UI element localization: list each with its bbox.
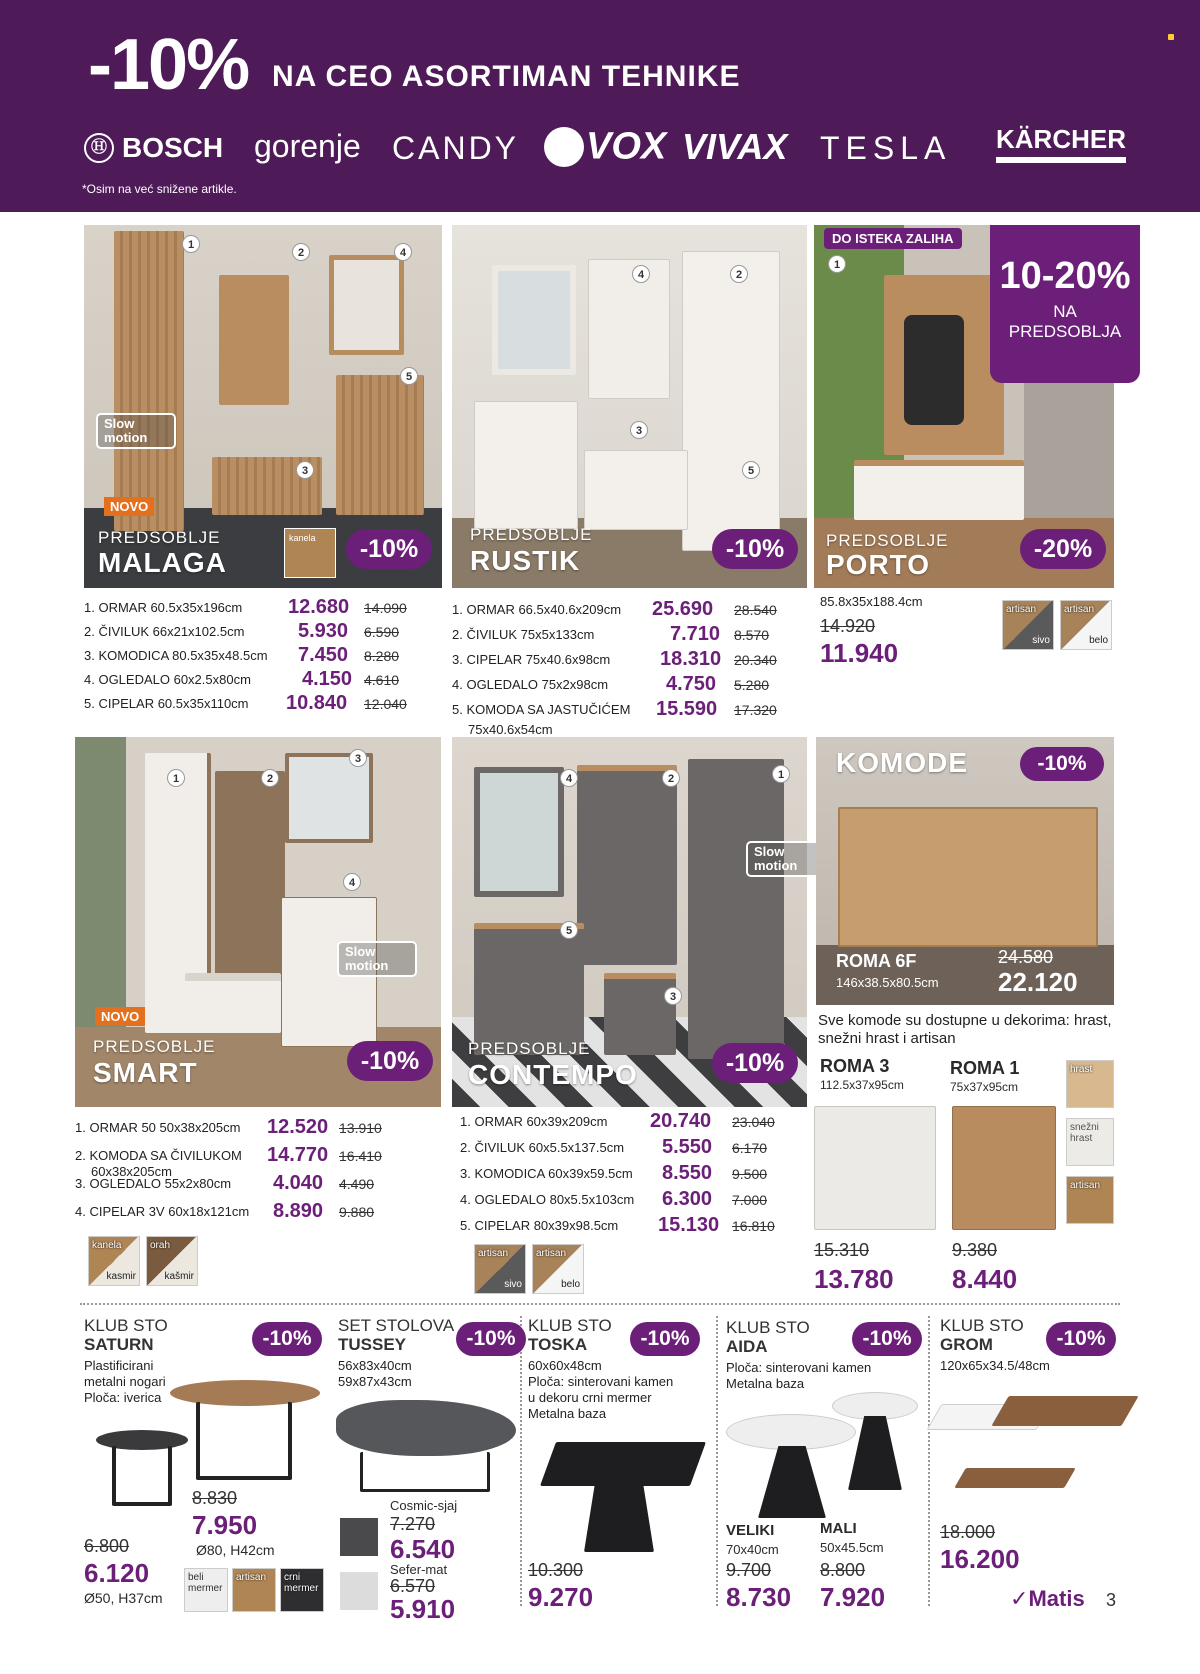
porto-old-price: 14.920 bbox=[820, 616, 876, 636]
novo-badge: NOVO bbox=[104, 497, 154, 516]
candy-logo: CANDY bbox=[392, 130, 520, 166]
contempo-caption-big: CONTEMPO bbox=[468, 1059, 638, 1090]
sefer-mat-swatch bbox=[340, 1572, 378, 1610]
saturn-big-price: 7.950 bbox=[192, 1510, 258, 1540]
aida-big-old-price: 9.700 bbox=[726, 1560, 772, 1580]
tussey-v2-price: 5.910 bbox=[390, 1594, 456, 1624]
roma-1-price: 8.440 bbox=[952, 1264, 1018, 1294]
saturn-small-old-price: 6.800 bbox=[84, 1536, 130, 1556]
tussey-variant-2: Sefer-mat bbox=[390, 1562, 448, 1577]
page-number: 3 bbox=[1106, 1590, 1117, 1610]
beli-mermer-swatch: beli mermer bbox=[184, 1568, 228, 1612]
tussey-discount-badge: -10% bbox=[456, 1322, 526, 1356]
bench-image bbox=[604, 973, 676, 1055]
toska-old-price: 10.300 bbox=[528, 1560, 584, 1580]
coat-rack-image bbox=[215, 771, 285, 991]
snezni-hrast-swatch: snežni hrast bbox=[1066, 1118, 1114, 1166]
wardrobe-image bbox=[688, 759, 784, 1059]
toska-description: 60x60x48cm Ploča: sinterovani kamen u dekoru crni mermer Metalna baza bbox=[528, 1358, 674, 1421]
contempo-discount-badge: -10% bbox=[712, 1043, 798, 1083]
rustik-extra-dims: 75x40.6x54cm bbox=[468, 722, 553, 737]
coat-rack-image bbox=[588, 259, 670, 399]
grom-price: 16.200 bbox=[940, 1544, 1020, 1574]
contempo-caption-small: PREDSOBLJE bbox=[468, 1039, 591, 1058]
roma-3-price: 13.780 bbox=[814, 1264, 894, 1294]
porto-promo-box: 10-20% NA PREDSOBLJA bbox=[990, 225, 1140, 383]
bench-image bbox=[584, 450, 688, 530]
rustik-caption-big: RUSTIK bbox=[470, 545, 581, 576]
header-title: NA CEO ASORTIMAN TEHNIKE bbox=[272, 60, 741, 93]
gorenje-logo: gorenje bbox=[254, 128, 361, 164]
header-footnote: *Osim na već snižene artikle. bbox=[82, 182, 237, 196]
smart-discount-badge: -10% bbox=[347, 1041, 433, 1081]
bench-image bbox=[185, 973, 281, 1033]
section-divider bbox=[80, 1303, 1120, 1305]
porto-dims: 85.8x35x188.4cm bbox=[820, 594, 923, 609]
orah-kasmir-swatch: orah kašmir bbox=[146, 1236, 198, 1286]
coat-rack-image bbox=[219, 275, 289, 405]
saturn-small-price: 6.120 bbox=[84, 1558, 150, 1588]
porto-price: 11.940 bbox=[820, 638, 899, 668]
toska-table-image bbox=[540, 1442, 706, 1486]
grom-title: KLUB STO GROM bbox=[940, 1316, 1024, 1354]
saturn-big-dims: Ø80, H42cm bbox=[196, 1542, 275, 1558]
corner-mark-icon bbox=[1168, 34, 1174, 40]
roma-1-image bbox=[952, 1106, 1056, 1230]
bosch-logo: Ⓗ BOSCH bbox=[84, 132, 223, 164]
tussey-v2-old-price: 6.570 bbox=[390, 1576, 436, 1596]
saturn-description: Plastificirani metalni nogari Ploča: iverica bbox=[84, 1358, 166, 1405]
smart-caption-big: SMART bbox=[93, 1057, 198, 1088]
artisan-belo-swatch: artisan belo bbox=[532, 1244, 584, 1294]
mirror-image bbox=[492, 265, 576, 375]
slow-motion-badge: Slow motion bbox=[96, 413, 176, 449]
column-divider bbox=[928, 1316, 930, 1606]
roma-1-old-price: 9.380 bbox=[952, 1240, 998, 1260]
komode-discount-badge: -10% bbox=[1020, 747, 1104, 781]
aida-title: KLUB STO AIDA bbox=[726, 1318, 810, 1356]
malaga-price-list: 1. ORMAR 60.5x35x196cm 12.680 14.090 2. ČIVILUK 66x21x102.5cm 5.930 6.590 3. KOMODICA 80.5x35x48.5cm 7.450 8.280 4. OGLEDALO 60x2.5x80cm 4.150 4.610 5. CIPELAR 60.5x35x110cm 10.840 12.040 bbox=[84, 596, 407, 714]
rustik-caption-small: PREDSOBLJE bbox=[470, 525, 593, 544]
kanela-swatch: kanela bbox=[284, 528, 336, 578]
roma-3-name: ROMA 3 bbox=[820, 1056, 890, 1076]
aida-discount-badge: -10% bbox=[852, 1322, 922, 1356]
aida-small-table-image bbox=[832, 1392, 918, 1420]
tussey-variant-1: Cosmic-sjaj bbox=[390, 1498, 458, 1513]
header-percent: -10% bbox=[88, 25, 249, 105]
artisan-swatch: artisan bbox=[232, 1568, 276, 1612]
saturn-small-dims: Ø50, H37cm bbox=[84, 1590, 163, 1606]
contempo-price-list: 1. ORMAR 60x39x209cm 20.740 23.040 2. ČIVILUK 60x5.5x137.5cm 5.550 6.170 3. KOMODICA 60x39x59.5cm 8.550 9.500 4. OGLEDALO 80x5.5x103cm 6.300 7.000 5. CIPELAR 80x39x98.5cm 15.130 16.810 bbox=[460, 1110, 775, 1236]
tussey-v1-old-price: 7.270 bbox=[390, 1514, 436, 1534]
cabinet-image bbox=[474, 401, 578, 529]
tesla-logo: TESLA bbox=[820, 130, 952, 166]
roma-1-name: ROMA 1 bbox=[950, 1058, 1020, 1078]
aida-big-table-image bbox=[726, 1414, 856, 1450]
contempo-photo: 4 2 1 5 3 Slow motion PREDSOBLJE CONTEMPO -10% bbox=[452, 737, 807, 1107]
saturn-big-old-price: 8.830 bbox=[192, 1488, 238, 1508]
artisan-belo-swatch: artisan belo bbox=[1060, 600, 1112, 650]
tussey-description: 56x83x40cm 59x87x43cm bbox=[338, 1358, 412, 1389]
coat-rack-image bbox=[577, 765, 677, 965]
artisan-swatch: artisan bbox=[1066, 1176, 1114, 1224]
karcher-logo: KÄRCHER bbox=[996, 124, 1126, 163]
grom-discount-badge: -10% bbox=[1046, 1322, 1116, 1356]
malaga-discount-badge: -10% bbox=[346, 529, 432, 569]
porto-caption-small: PREDSOBLJE bbox=[826, 531, 949, 550]
wardrobe-image bbox=[114, 231, 184, 531]
shoe-bench-image bbox=[854, 460, 1024, 520]
porto-caption-big: PORTO bbox=[826, 549, 931, 580]
smart-price-list: 1. ORMAR 50 50x38x205cm 12.520 13.910 2. KOMODA SA ČIVILUKOM 14.770 16.410 60x38x205cm 3. OGLEDALO 55x2x80cm 4.040 4.490 4. CIPELAR 3V 60x18x121cm 8.890 9.880 bbox=[75, 1116, 382, 1222]
jacket-image bbox=[904, 315, 964, 425]
saturn-discount-badge: -10% bbox=[252, 1322, 322, 1356]
porto-price-block bbox=[820, 594, 1100, 674]
aida-small-price: 7.920 bbox=[820, 1582, 886, 1612]
matis-logo: ✓Matis bbox=[1010, 1586, 1085, 1611]
kanela-kasmir-swatch: kanela kasmir bbox=[88, 1236, 140, 1286]
aida-small-old-price: 8.800 bbox=[820, 1560, 866, 1580]
mirror-image bbox=[329, 255, 404, 355]
aida-small-name: MALI bbox=[820, 1520, 857, 1537]
malaga-caption-big: MALAGA bbox=[98, 547, 227, 578]
stock-badge: DO ISTEKA ZALIHA bbox=[824, 228, 962, 249]
toska-title: KLUB STO TOSKA bbox=[528, 1316, 612, 1354]
aida-small-dims: 50x45.5cm bbox=[820, 1540, 884, 1555]
crni-mermer-swatch: crni mermer bbox=[280, 1568, 324, 1612]
roma-3-dims: 112.5x37x95cm bbox=[820, 1078, 904, 1092]
novo-badge: NOVO bbox=[95, 1007, 145, 1026]
wardrobe-image bbox=[682, 251, 780, 551]
tussey-v1-price: 6.540 bbox=[390, 1534, 456, 1564]
artisan-sivo-swatch: artisan sivo bbox=[474, 1244, 526, 1294]
smart-caption-small: PREDSOBLJE bbox=[93, 1037, 216, 1056]
roma-3-image bbox=[814, 1106, 936, 1230]
saturn-title: KLUB STO SATURN bbox=[84, 1316, 168, 1354]
roma-6f-name: ROMA 6F bbox=[836, 951, 917, 971]
roma-1-dims: 75x37x95cm bbox=[950, 1080, 1019, 1094]
komode-photo bbox=[816, 737, 1114, 1005]
komode-decor-note: Sve komode su dostupne u dekorima: hrast, snežni hrast i artisan bbox=[818, 1012, 1112, 1047]
roma-6f-old-price: 24.580 bbox=[998, 947, 1054, 967]
aida-big-dims: 70x40cm bbox=[726, 1542, 779, 1557]
roma-6f-image bbox=[838, 807, 1098, 947]
cabinet-image bbox=[474, 923, 584, 1055]
slow-motion-badge: Slow motion bbox=[746, 841, 826, 877]
column-divider bbox=[716, 1316, 718, 1606]
brand-logos bbox=[84, 124, 1134, 174]
matis-m-icon: ✓ bbox=[1010, 1586, 1029, 1611]
shoe-cabinet-image bbox=[336, 375, 424, 515]
malaga-caption-small: PREDSOBLJE bbox=[98, 528, 221, 547]
aida-big-name: VELIKI bbox=[726, 1522, 775, 1539]
smart-photo: 1 2 3 4 Slow motion NOVO PREDSOBLJE SMART -10% bbox=[75, 737, 441, 1107]
artisan-sivo-swatch: artisan sivo bbox=[1002, 600, 1054, 650]
aida-description: Ploča: sinterovani kamen Metalna baza bbox=[726, 1360, 872, 1391]
vivax-logo: VIVAX bbox=[682, 126, 788, 167]
cosmic-sjaj-swatch bbox=[340, 1518, 378, 1556]
grom-description: 120x65x34.5/48cm bbox=[940, 1358, 1050, 1373]
toska-price: 9.270 bbox=[528, 1582, 594, 1612]
rustik-discount-badge: -10% bbox=[712, 529, 798, 569]
porto-discount-badge: -20% bbox=[1020, 529, 1106, 569]
hrast-swatch: hrast bbox=[1066, 1060, 1114, 1108]
malaga-photo: 1 2 3 4 5 Slow motion NOVO PREDSOBLJE MALAGA kanela -10% bbox=[84, 225, 442, 588]
roma-6f-price: 22.120 bbox=[998, 967, 1078, 997]
aida-big-price: 8.730 bbox=[726, 1582, 792, 1612]
smart-extra-dims: 60x38x205cm bbox=[91, 1164, 172, 1179]
tussey-title: SET STOLOVA TUSSEY bbox=[338, 1316, 455, 1354]
grom-old-price: 18.000 bbox=[940, 1522, 996, 1542]
rustik-photo: 2 4 3 5 PREDSOBLJE RUSTIK -10% bbox=[452, 225, 807, 588]
roma-6f-dims: 146x38.5x80.5cm bbox=[836, 975, 939, 990]
rustik-price-list: 1. ORMAR 66.5x40.6x209cm 25.690 28.540 2. ČIVILUK 75x5x133cm 7.710 8.570 3. CIPELAR 75x40.6x98cm 18.310 20.340 4. OGLEDALO 75x2x98cm 4.750 5.280 5. KOMODA SA JASTUČIĆEM 15.590 17.320 75x40.6x54cm bbox=[452, 598, 777, 737]
slow-motion-badge: Slow motion bbox=[337, 941, 417, 977]
bosch-armature-icon: Ⓗ bbox=[84, 133, 114, 163]
porto-photo: 1 DO ISTEKA ZALIHA 10-20% NA PREDSOBLJA PREDSOBLJE PORTO -20% bbox=[814, 225, 1114, 588]
vox-logo: VOX bbox=[544, 124, 666, 168]
komode-title: KOMODE bbox=[836, 747, 968, 778]
roma-3-old-price: 15.310 bbox=[814, 1240, 870, 1260]
vox-circle-icon bbox=[544, 127, 584, 167]
mirror-image bbox=[474, 767, 564, 897]
tussey-table-image bbox=[336, 1400, 516, 1456]
toska-discount-badge: -10% bbox=[630, 1322, 700, 1356]
column-divider bbox=[520, 1316, 522, 1606]
